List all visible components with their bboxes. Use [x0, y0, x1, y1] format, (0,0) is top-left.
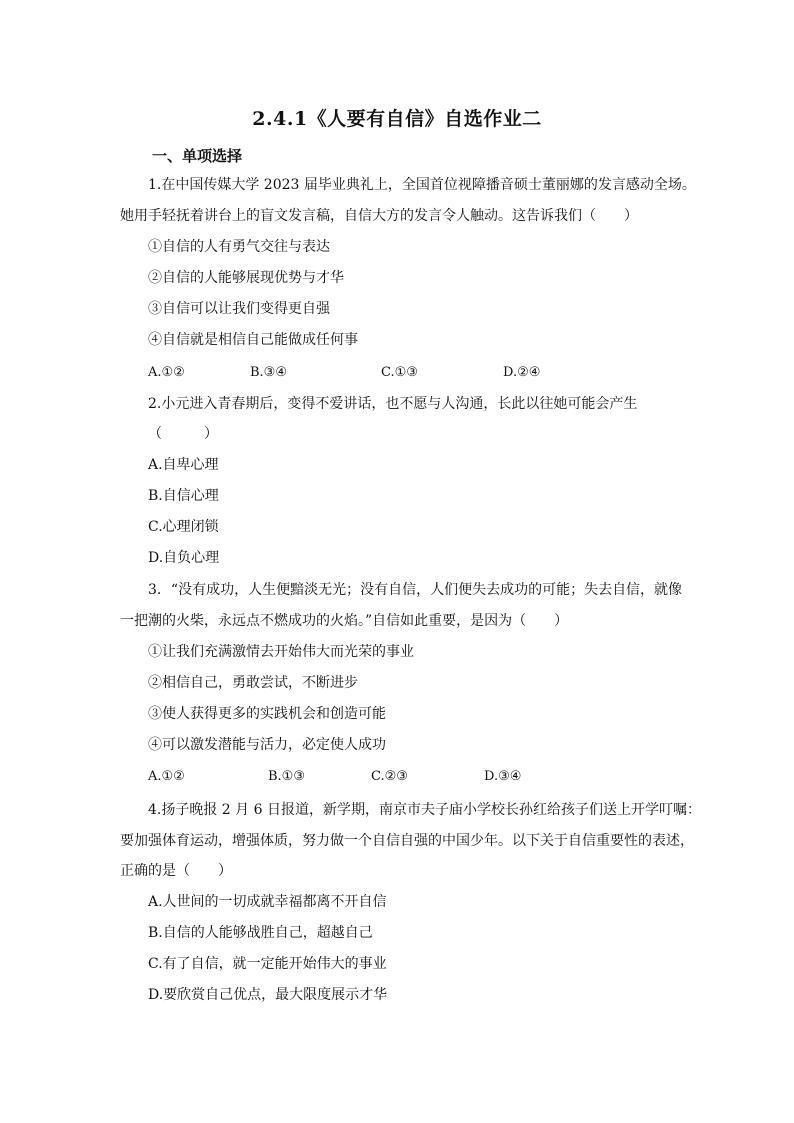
q1-option-a: A.①②	[148, 365, 185, 380]
q3-option-a: A.①②	[148, 769, 185, 784]
q4-option-c: C.有了自信，就一定能开始伟大的事业	[148, 956, 387, 972]
q3-option-d: D.③④	[484, 769, 522, 784]
q1-statement-4: ④自信就是相信自己能做成任何事	[148, 332, 358, 348]
page-title: 2.4.1《人要有自信》自选作业二	[252, 108, 542, 130]
q3-statement-4: ④可以激发潜能与活力，必定使人成功	[148, 737, 386, 753]
q1-statement-2: ②自信的人能够展现优势与才华	[148, 270, 344, 286]
q4-stem-line3: 正确的是（ ）	[120, 863, 232, 879]
q1-statement-1: ①自信的人有勇气交往与表达	[148, 239, 330, 255]
q1-option-d: D.②④	[503, 365, 541, 380]
q3-option-b: B.①③	[268, 769, 305, 784]
q3-statement-1: ①让我们充满激情去开始伟大而光荣的事业	[148, 644, 414, 660]
q1-option-c: C.①③	[381, 365, 418, 380]
q3-statement-3: ③使人获得更多的实践机会和创造可能	[148, 706, 386, 722]
q2-option-d: D.自负心理	[148, 550, 220, 566]
q4-stem-line1: 4.扬子晚报 2 月 6 日报道，新学期，南京市夫子庙小学校长孙红给孩子们送上开学叮嘱：	[148, 802, 701, 818]
q1-stem-line1: 1.在中国传媒大学 2023 届毕业典礼上，全国首位视障播音硕士董丽娜的发言感动全场。	[148, 177, 696, 193]
q2-stem-line1: 2.小元进入青春期后，变得不爱讲话，也不愿与人沟通，长此以往她可能会产生	[148, 396, 638, 412]
q2-option-c: C.心理闭锁	[148, 519, 219, 535]
q3-statement-2: ②相信自己，勇敢尝试，不断进步	[148, 675, 358, 691]
q4-option-a: A.人世间的一切成就幸福都离不开自信	[148, 894, 387, 910]
q4-option-b: B.自信的人能够战胜自己，超越自己	[148, 925, 373, 941]
q2-option-b: B.自信心理	[148, 488, 219, 504]
q2-stem-line2: （ ）	[148, 426, 218, 442]
q1-statement-3: ③自信可以让我们变得更自强	[148, 301, 330, 317]
q3-stem-line1: 3．“没有成功，人生便黯淡无光；没有自信，人们便失去成功的可能；失去自信，就像	[148, 582, 683, 598]
q2-option-a: A.自卑心理	[148, 457, 219, 473]
q4-stem-line2: 要加强体育运动，增强体质，努力做一个自信自强的中国少年。以下关于自信重要性的表述，	[120, 833, 694, 849]
q1-stem-line2: 她用手轻抚着讲台上的盲文发言稿，自信大方的发言令人触动。这告诉我们（ ）	[120, 208, 638, 224]
q4-option-d: D.要欣赏自己优点，最大限度展示才华	[148, 987, 388, 1003]
q3-stem-line2: 一把潮的火柴，永远点不燃成功的火焰。”自信如此重要，是因为（ ）	[120, 613, 569, 629]
section-heading: 一、单项选择	[152, 147, 243, 165]
q1-option-b: B.③④	[250, 365, 287, 380]
q3-option-c: C.②③	[371, 769, 408, 784]
